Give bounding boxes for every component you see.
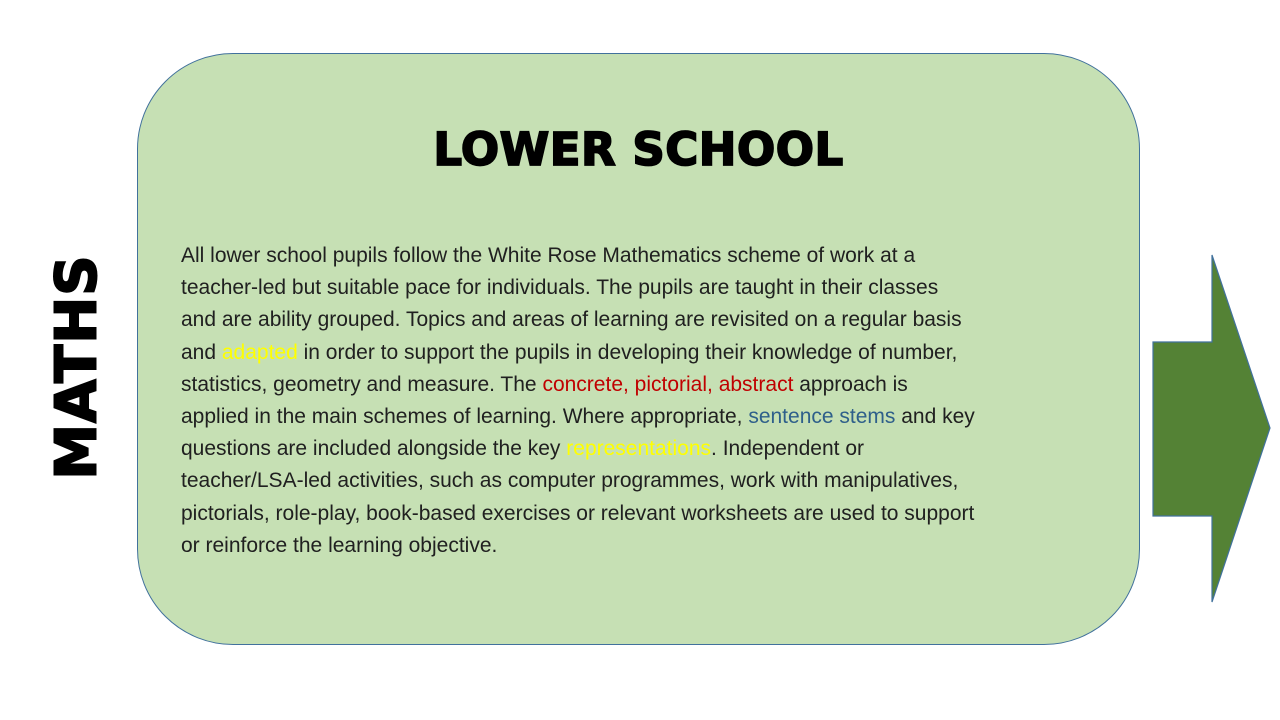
highlighted-text-run: representations [566, 437, 712, 461]
highlighted-text-run: concrete, pictorial, abstract [542, 372, 794, 396]
maths-vertical-label: MATHS [44, 254, 110, 480]
paragraph-line [181, 304, 1121, 336]
paragraph-line [181, 369, 1121, 401]
panel-title: LOWER SCHOOL [433, 123, 844, 176]
paragraph-line [181, 465, 1121, 497]
text-run: in order to support the pupils in developing their knowledge of number, [297, 340, 958, 364]
text-run: approach is [793, 372, 908, 396]
text-run: and are ability grouped. Topics and areas of learning are revisited on a regular basis [181, 308, 962, 332]
right-arrow-icon [1152, 254, 1271, 603]
text-run: applied in the main schemes of learning. Where appropriate, [181, 405, 749, 429]
text-run: . Independent or [711, 437, 864, 461]
panel-paragraph [181, 240, 1121, 562]
lower-school-panel [137, 53, 1140, 645]
text-run: teacher/LSA-led activities, such as computer programmes, work with manipulatives, [181, 469, 959, 493]
text-run: All lower school pupils follow the White Rose Mathematics scheme of work at a [181, 244, 916, 267]
highlighted-text-run: adapted [221, 340, 298, 364]
text-run: or reinforce the learning objective. [181, 533, 498, 557]
text-run: pictorials, role-play, book-based exercises or relevant worksheets are used to support [181, 501, 975, 525]
paragraph-line [181, 530, 1121, 562]
paragraph-line [181, 401, 1121, 433]
highlighted-text-run: sentence stems [748, 405, 896, 429]
paragraph-line [181, 498, 1121, 530]
paragraph-line [181, 272, 1121, 304]
text-run: questions are included alongside the key [181, 437, 567, 461]
paragraph-line [181, 337, 1121, 369]
text-run: and key [895, 405, 975, 429]
text-run: teacher-led but suitable pace for individuals. The pupils are taught in their classes [181, 276, 939, 300]
text-run: statistics, geometry and measure. The [181, 372, 543, 396]
paragraph-line [181, 433, 1121, 465]
paragraph-line [181, 240, 1121, 272]
text-run: and [181, 340, 222, 364]
